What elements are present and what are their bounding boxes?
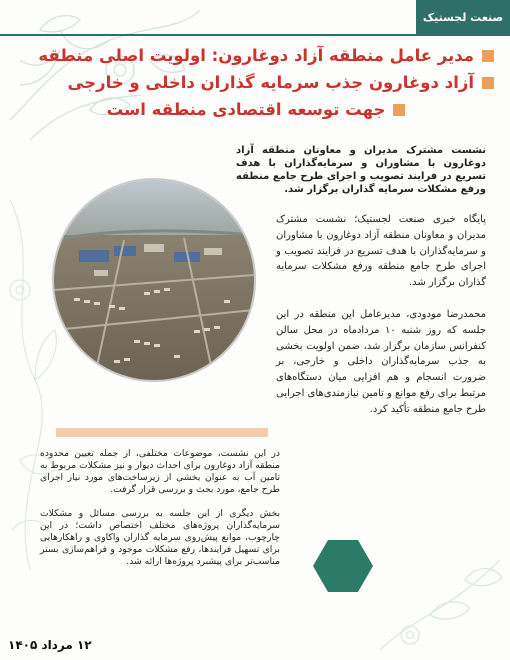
divider-bar	[56, 428, 268, 437]
bullet-square	[482, 50, 494, 62]
article-body-left	[40, 448, 280, 580]
issue-date: ۱۲ مرداد ۱۴۰۵	[8, 638, 92, 652]
paragraph: پایگاه خبری صنعت لجستیک؛ نشست مشترک مدیران و معاونان منطقه آزاد دوغارون با مشاوران و سرمایه‌گذاران با هدف تسریع در فرایند تصویب و اجرای طرح جامع منطقه ورفع مشکلات سرمایه گذاران برگزار شد.	[276, 214, 486, 289]
headline-text-2: آزاد دوغارون جذب سرمایه گذاران داخلی و خارجی	[67, 73, 474, 92]
header-rule	[0, 34, 510, 36]
floral-ornament-bottom	[370, 540, 510, 660]
lead-paragraph: نشست مشترک مدیران و معاونان منطقه آزاد دوغارون با مشاوران و سرمایه‌گذاران با هدف تسریع در فرایند تصویب و اجرای طرح جامع منطقه ورفع مشکلات سرمایه گذاران برگزار شد.	[236, 145, 486, 195]
headline	[18, 42, 494, 123]
headline-text-1: مدیر عامل منطقه آزاد دوغارون: اولویت اصلی منطقه	[38, 46, 474, 65]
section-label: صنعت لجستیک	[416, 0, 510, 34]
paragraph: بخش دیگری از این جلسه به بررسی مسائل و مشکلات سرمایه‌گذاران پروژه‌های مختلف اختصاص داشت؛ در این چارچوب، موانع پیش‌روی سرمایه گذاران واکاوی و راهکارهایی برای تسهیل فرایندها، رفع مشکلات موجود و فراهم‌سازی بستر مناسب‌تر برای پیشبرد پروژه‌ها ارائه شد.	[40, 508, 280, 567]
aerial-photo-illustration	[54, 180, 254, 380]
hexagon-ornament	[312, 538, 374, 594]
headline-line	[18, 42, 494, 69]
aerial-photo	[52, 178, 256, 382]
headline-line	[18, 96, 494, 123]
headline-text-3: جهت توسعه اقتصادی منطقه است	[106, 100, 386, 119]
article-body-right	[276, 212, 486, 434]
paragraph: محمدرضا مودودی، مدیرعامل این منطقه در این جلسه که روز شنبه ۱۰ مردادماه در محل سالن کنفرانس سازمان برگزار شد، ضمن اولویت بخشی به جذب سرمایه‌گذاران داخلی و خارجی، بر ضرورت انسجام و هم افزایی میان دستگاه‌های مرتبط برای رفع موانع و تامین نیازمندی‌های اجرایی طرح جامع منطقه تأکید کرد.	[276, 308, 487, 415]
paragraph: در این نشست، موضوعات مختلفی، از جمله تعیین محدوده منطقه آزاد دوغارون برای احداث دیوار و نیز مشکلات مربوط به تامین آب به عنوان بخشی از زیرساخت‌های مورد نیاز اجرای طرح جامع، مورد بحث و بررسی قرار گرفت.	[40, 448, 280, 495]
bullet-square	[393, 104, 405, 116]
bullet-square	[482, 77, 494, 89]
headline-line	[18, 69, 494, 96]
